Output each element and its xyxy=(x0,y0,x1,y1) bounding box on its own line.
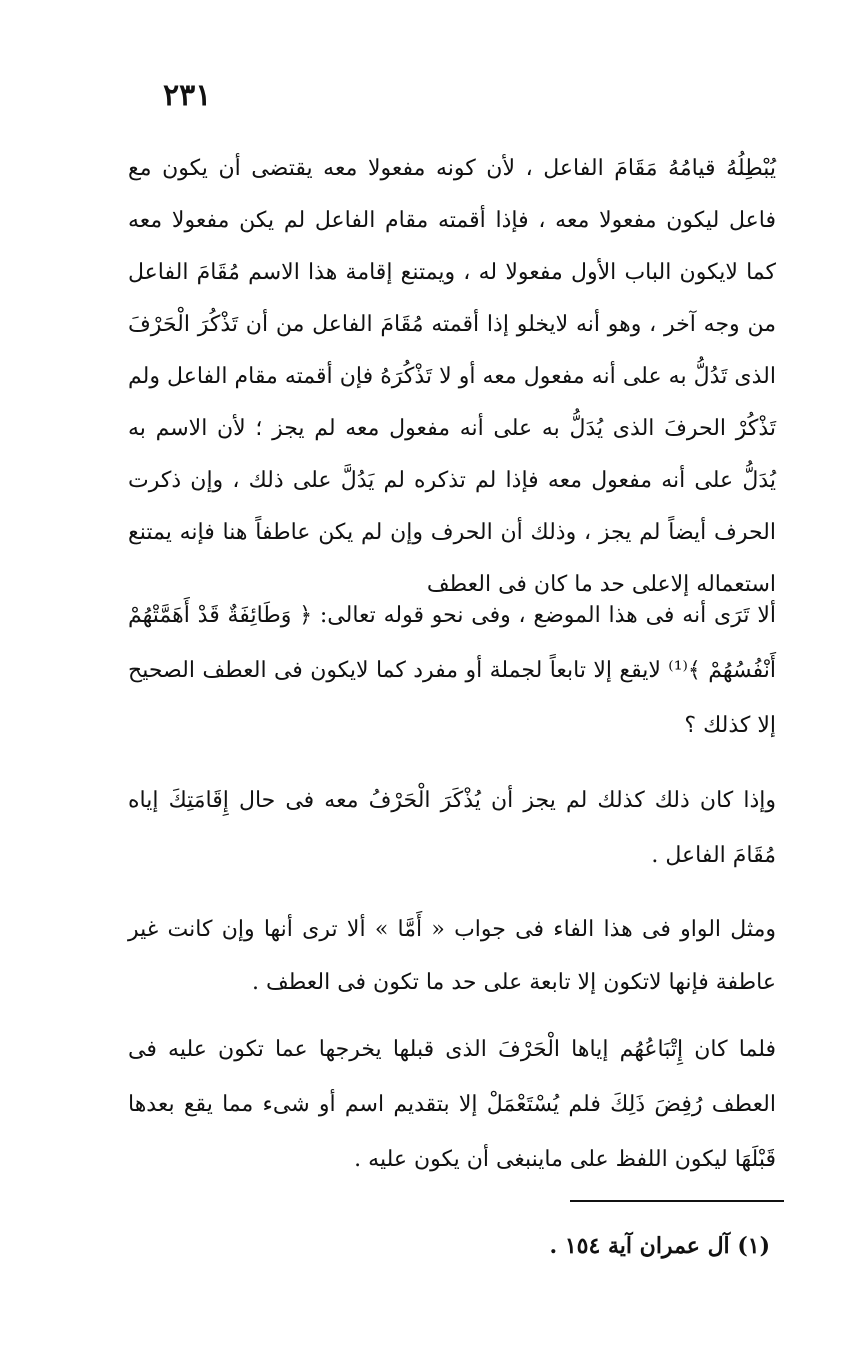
footnote-divider xyxy=(570,1200,784,1202)
paragraph-text: ألا تَرَى أنه فى هذا الموضع ، وفى نحو قوله تعالى: ﴿ وَطَائِفَةٌ قَدْ أَهَمَّتْهُمْ أَنْفُسُهُمْ ﴾⁽¹⁾ لايقع إلا تابعاً لجملة أو مفرد كما لايكون فى العطف الصحيح إلا كذلك ؟ xyxy=(128,603,776,738)
paragraph-text: ومثل الواو فى هذا الفاء فى جواب « أَمَّا » ألا ترى أنها وإن كانت غير عاطفة فإنها لاتكون إلا تابعة على حد ما تكون فى العطف . xyxy=(128,917,776,995)
page-number: ٢٣١ xyxy=(163,78,212,113)
paragraph-5 xyxy=(128,1022,776,1187)
paragraph-4 xyxy=(128,903,776,1009)
paragraph-text: وإذا كان ذلك كذلك لم يجز أن يُذْكَرَ الْحَرْفُ معه فى حال إِقَامَتِكَ إياه مُقَامَ الفاعل . xyxy=(128,788,776,868)
paragraph-text: يُبْطِلُهُ قيامُهُ مَقَامَ الفاعل ، لأن كونه مفعولا معه يقتضى أن يكون مع فاعل ليكون مفعولا معه ، فإذا أقمته مقام الفاعل لم يكن مفعولا معه كما لايكون الباب الأول مفعولا له ، ويمتنع إقامة هذا الاسم مُقَامَ الفاعل من وجه آخر ، وهو أنه لايخلو إذا أقمته مُقَامَ الفاعل من أن تَذْكُرَ الْحَرْفَ الذى تَدُلُّ به على أنه مفعول معه أو لا تَذْكُرَهُ فإن أقمته مقام الفاعل ولم تَذْكُرْ الحرفَ الذى يُدَلُّ به على أنه مفعول معه لم يجز ؛ لأن الاسم به يُدَلُّ على أنه مفعول معه فإذا لم تذكره لم يَدُلَّ على ذلك ، وإن ذكرت الحرف أيضاً لم يجز ، وذلك أن الحرف وإن لم يكن عاطفاً هنا فإنه يمتنع استعماله إلاعلى حد ما كان فى العطف xyxy=(128,156,776,597)
paragraph-2-quran-citation xyxy=(128,588,776,753)
footnote: (١) آل عمران آية ١٥٤ . xyxy=(549,1233,770,1259)
paragraph-1 xyxy=(128,143,776,611)
paragraph-text: فلما كان إِتْبَاعُهُم إياها الْحَرْفَ الذى قبلها يخرجها عما تكون عليه فى العطف رُفِضَ ذَلِكَ فلم يُسْتَعْمَلْ إلا بتقديم اسم أو شىء مما يقع بعدها قَبْلَهَا ليكون اللفظ على ماينبغى أن يكون عليه . xyxy=(128,1037,776,1172)
paragraph-3 xyxy=(128,773,776,883)
